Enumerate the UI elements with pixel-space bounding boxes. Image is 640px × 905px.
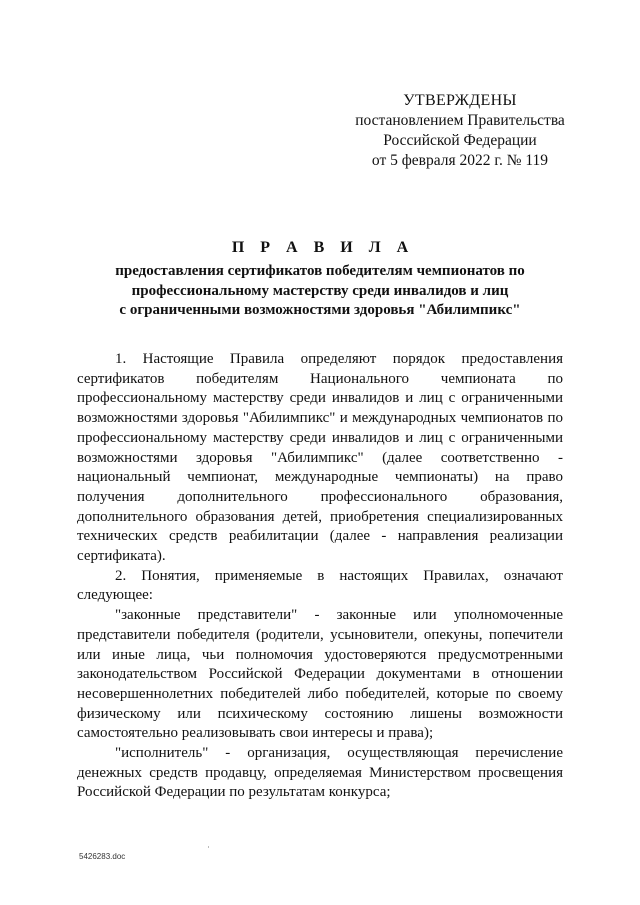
document-subtitle: [90, 262, 550, 321]
subtitle-line-2: профессиональному мастерству среди инвалидов и лиц: [131, 282, 509, 299]
approval-stamp: [340, 91, 580, 171]
definition-executor: "исполнитель" - организация, осуществляющая перечисление денежных средств продавцу, определяемая Министерством просвещения Российской Федерации по результатам конкурса;: [77, 745, 563, 801]
paragraph-2: 2. Понятия, применяемые в настоящих Правилах, означают следующее:: [77, 567, 563, 604]
scan-mark: [208, 846, 209, 848]
approval-line-1: постановлением Правительства: [355, 112, 565, 129]
document-body: [77, 350, 563, 803]
paragraph-1: 1. Настоящие Правила определяют порядок предоставления сертификатов победителям Национального чемпионата по профессиональному мастерству среди инвалидов и лиц с ограниченными возможностями здоровья "Абилимпикс" и международных чемпионатов по профессиональному мастерству среди инвалидов и лиц с ограниченными возможностями здоровья "Абилимпикс" (далее соответственно - национальный чемпионат, международные чемпионаты) на право получения дополнительного профессионального образования, дополнительного образования детей, приобретения специализированных технических средств реабилитации (далее - направления реализации сертификата).: [77, 351, 563, 565]
document-title: П Р А В И Л А: [231, 239, 415, 256]
approval-line-3: от 5 февраля 2022 г. № 119: [371, 152, 549, 169]
definition-legal-representatives: "законные представители" - законные или уполномоченные представители победителя (родители, усыновители, опекуны, попечители или иные лица, чьи полномочия удостоверяются предусмотренными законодательством Российской Федерации документами в отношении несовершеннолетних победителей либо победителей, которые по своему физическому или психическому состоянию лишены возможности самостоятельно реализовывать свои интересы и права);: [77, 607, 563, 742]
subtitle-line-3: с ограниченными возможностями здоровья "Абилимпикс": [119, 302, 521, 318]
approval-heading: УТВЕРЖДЕНЫ: [403, 92, 517, 109]
file-code: 5426283.doc: [79, 852, 126, 861]
approval-line-2: Российской Федерации: [383, 132, 537, 149]
subtitle-line-1: предоставления сертификатов победителям чемпионатов по: [115, 263, 525, 279]
